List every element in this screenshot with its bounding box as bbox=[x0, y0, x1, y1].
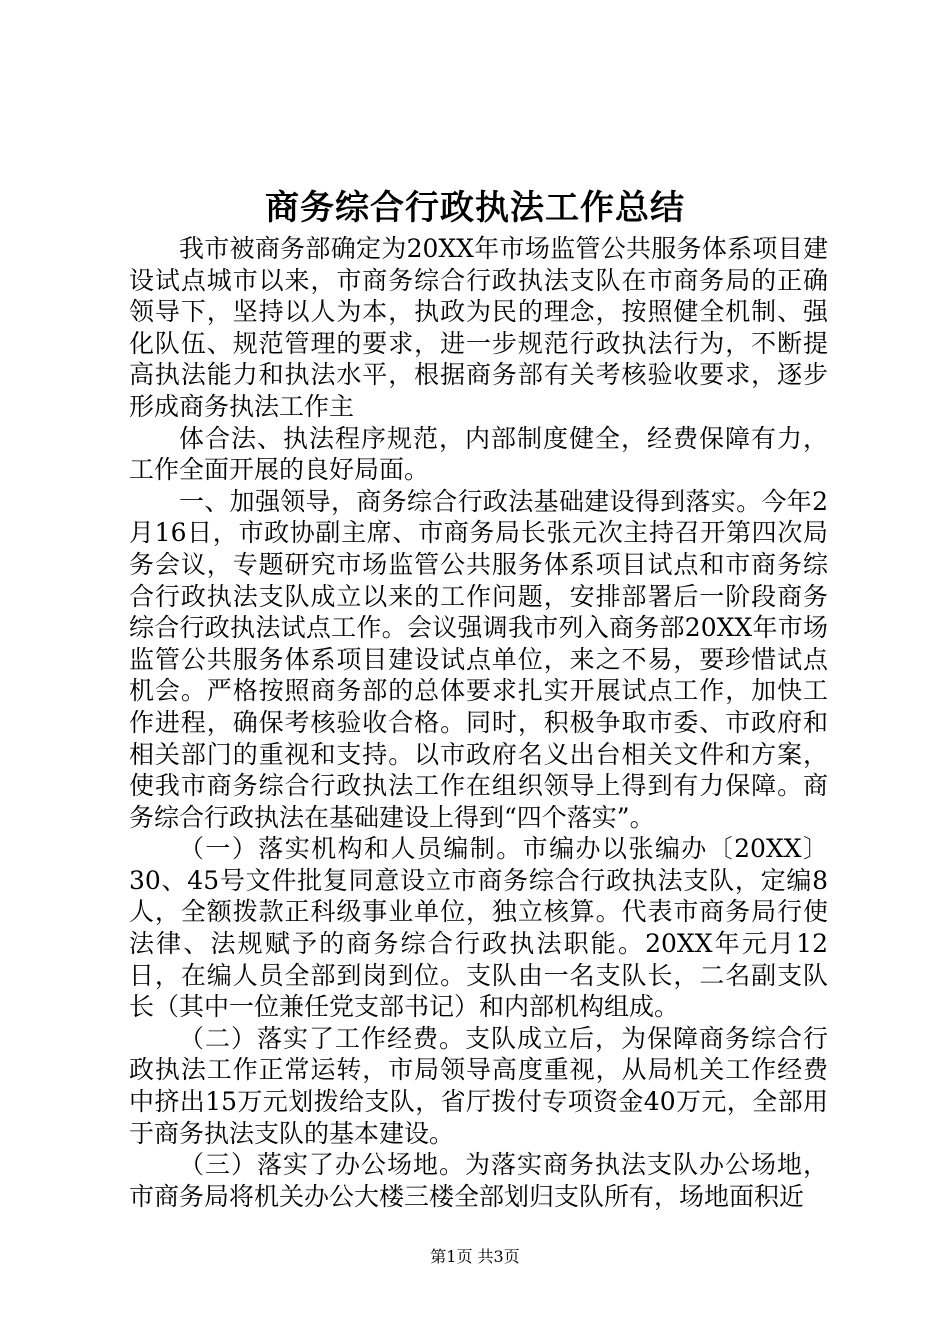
paragraph: （三）落实了办公场地。为落实商务执法支队办公场地，市商务局将机关办公大楼三楼全部划归支队所有，场地面积近 bbox=[129, 1150, 828, 1211]
paragraph: 一、加强领导，商务综合行政法基础建设得到落实。今年2月16日，市政协副主席、市商务局长张元次主持召开第四次局务会议，专题研究市场监管公共服务体系项目试点和市商务综合行政执法支队成立以来的工作问题，安排部署后一阶段商务综合行政执法试点工作。会议强调我市列入商务部20XX年市场监管公共服务体系项目建设试点单位，来之不易，要珍惜试点机会。严格按照商务部的总体要求扎实开展试点工作，加快工作进程，确保考核验收合格。同时，积极争取市委、市政府和相关部门的重视和支持。以市政府名义出台相关文件和方案，使我市商务综合行政执法工作在组织领导上得到有力保障。商务综合行政执法在基础建设上得到“四个落实”。 bbox=[129, 486, 828, 832]
document-body bbox=[129, 233, 828, 1212]
page-footer: 第1页 共3页 bbox=[430, 1247, 520, 1266]
paragraph: （一）落实机构和人员编制。市编办以张编办〔20XX〕30、45号文件批复同意设立市商务综合行政执法支队，定编8人，全额拨款正科级事业单位，独立核算。代表市商务局行使法律、法规赋予的商务综合行政执法职能。20XX年元月12日，在编人员全部到岗到位。支队由一名支队长，二名副支队长（其中一位兼任党支部书记）和内部机构组成。 bbox=[129, 834, 828, 1022]
document-title: 商务综合行政执法工作总结 bbox=[265, 188, 685, 228]
paragraph: 体合法、执法程序规范，内部制度健全，经费保障有力，工作全面开展的良好局面。 bbox=[129, 423, 828, 485]
paragraph: 我市被商务部确定为20XX年市场监管公共服务体系项目建设试点城市以来，市商务综合行政执法支队在市商务局的正确领导下，坚持以人为本，执政为民的理念，按照健全机制、强化队伍、规范管理的要求，进一步规范行政执法行为，不断提高执法能力和执法水平，根据商务部有关考核验收要求，逐步形成商务执法工作主 bbox=[129, 234, 828, 421]
paragraph: （二）落实了工作经费。支队成立后，为保障商务综合行政执法工作正常运转，市局领导高度重视，从局机关工作经费中挤出15万元划拨给支队，省厅拨付专项资金40万元，全部用于商务执法支队的基本建设。 bbox=[129, 1023, 828, 1148]
